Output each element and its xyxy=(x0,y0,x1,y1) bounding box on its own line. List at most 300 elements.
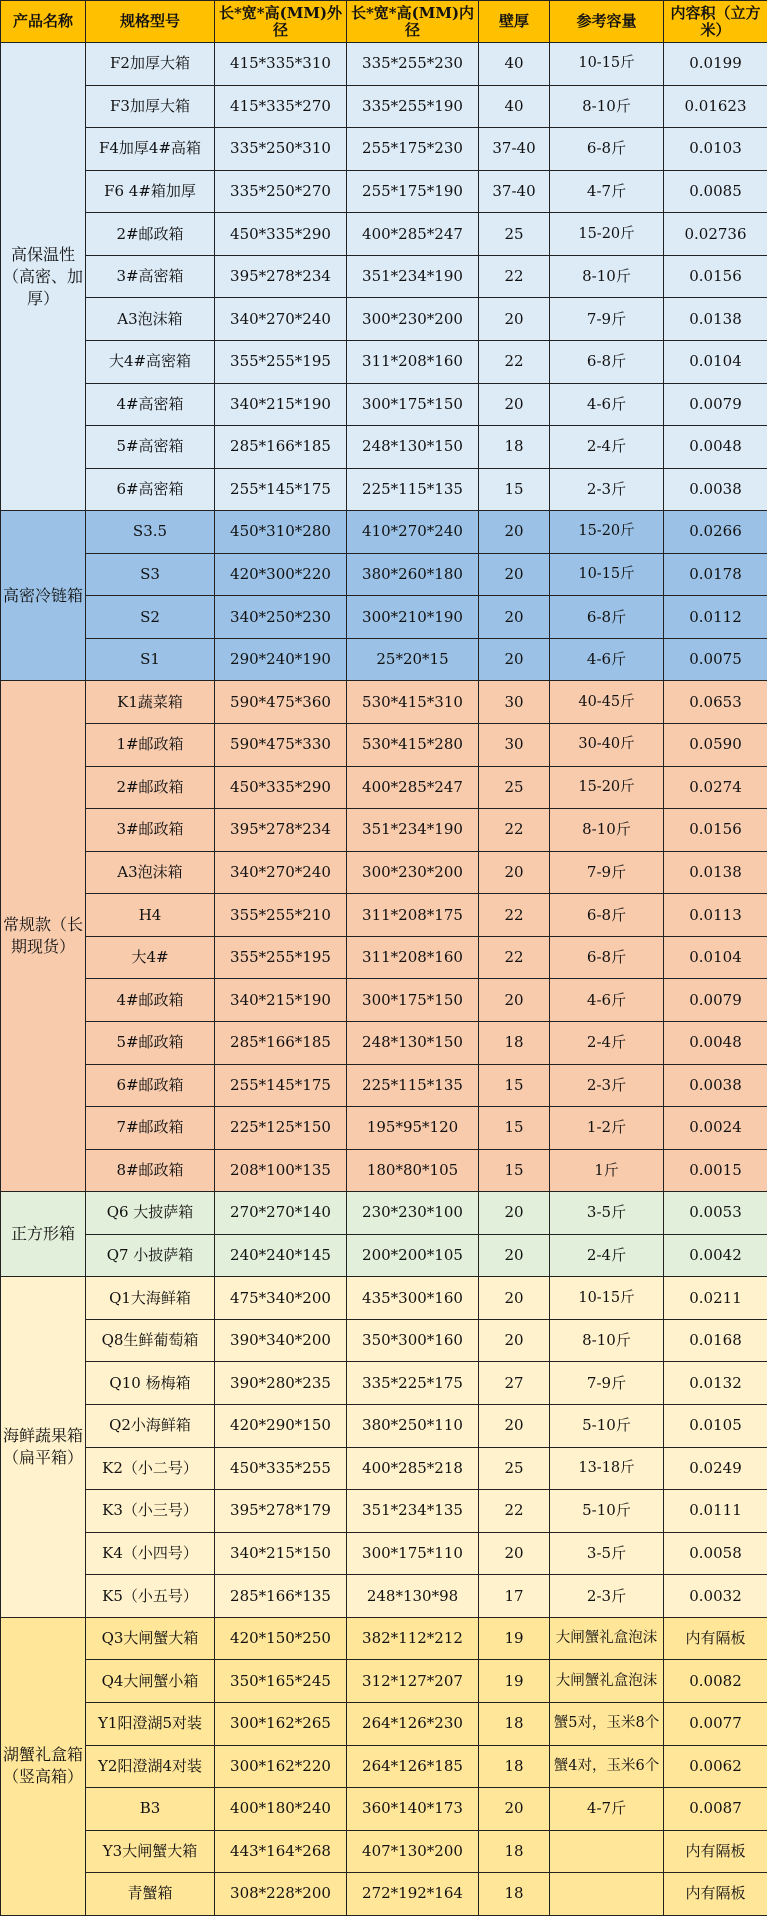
cell-inner-dimensions: 311*208*175 xyxy=(347,894,479,937)
cell-model: S3.5 xyxy=(86,511,215,554)
cell-inner-dimensions: 335*255*230 xyxy=(347,43,479,86)
cell-wall-thickness: 20 xyxy=(479,1405,550,1448)
cell-outer-dimensions: 335*250*310 xyxy=(215,128,347,171)
header-model: 规格型号 xyxy=(86,1,215,43)
cell-outer-dimensions: 450*310*280 xyxy=(215,511,347,554)
cell-wall-thickness: 15 xyxy=(479,468,550,511)
cell-model: K3（小三号） xyxy=(86,1490,215,1533)
cell-capacity xyxy=(550,1830,664,1873)
cell-outer-dimensions: 225*125*150 xyxy=(215,1107,347,1150)
cell-capacity: 大闸蟹礼盒泡沫 xyxy=(550,1617,664,1660)
cell-model: 1#邮政箱 xyxy=(86,724,215,767)
cell-model: K4（小四号） xyxy=(86,1532,215,1575)
table-row xyxy=(1,936,767,979)
cell-model: Q1大海鲜箱 xyxy=(86,1277,215,1320)
cell-inner-dimensions: 350*300*160 xyxy=(347,1319,479,1362)
cell-capacity: 1斤 xyxy=(550,1149,664,1192)
cell-inner-dimensions: 380*250*110 xyxy=(347,1405,479,1448)
cell-model: Y2阳澄湖4对装 xyxy=(86,1745,215,1788)
cell-capacity: 6-8斤 xyxy=(550,936,664,979)
cell-wall-thickness: 30 xyxy=(479,681,550,724)
cell-wall-thickness: 20 xyxy=(479,1277,550,1320)
cell-capacity: 13-18斤 xyxy=(550,1447,664,1490)
cell-model: Q10 杨梅箱 xyxy=(86,1362,215,1405)
cell-wall-thickness: 15 xyxy=(479,1149,550,1192)
cell-volume: 0.01623 xyxy=(664,85,767,128)
cell-outer-dimensions: 475*340*200 xyxy=(215,1277,347,1320)
table-row xyxy=(1,468,767,511)
cell-model: Q4大闸蟹小箱 xyxy=(86,1660,215,1703)
cell-model: 3#高密箱 xyxy=(86,255,215,298)
cell-wall-thickness: 27 xyxy=(479,1362,550,1405)
table-row xyxy=(1,511,767,554)
cell-outer-dimensions: 285*166*185 xyxy=(215,426,347,469)
table-row xyxy=(1,85,767,128)
cell-outer-dimensions: 300*162*265 xyxy=(215,1702,347,1745)
table-row xyxy=(1,1660,767,1703)
cell-volume: 0.0138 xyxy=(664,851,767,894)
cell-model: Q3大闸蟹大箱 xyxy=(86,1617,215,1660)
cell-inner-dimensions: 300*175*150 xyxy=(347,383,479,426)
cell-volume: 0.0105 xyxy=(664,1405,767,1448)
cell-outer-dimensions: 340*215*150 xyxy=(215,1532,347,1575)
cell-model: K2（小二号） xyxy=(86,1447,215,1490)
cell-volume: 0.0048 xyxy=(664,426,767,469)
category-seafood: 海鲜蔬果箱（扁平箱） xyxy=(1,1277,86,1618)
cell-model: Q2小海鲜箱 xyxy=(86,1405,215,1448)
cell-capacity: 6-8斤 xyxy=(550,340,664,383)
cell-inner-dimensions: 410*270*240 xyxy=(347,511,479,554)
table-row xyxy=(1,213,767,256)
cell-outer-dimensions: 395*278*234 xyxy=(215,809,347,852)
cell-volume: 0.0053 xyxy=(664,1192,767,1235)
cell-model: Y3大闸蟹大箱 xyxy=(86,1830,215,1873)
cell-capacity xyxy=(550,1873,664,1916)
cell-volume: 0.0042 xyxy=(664,1234,767,1277)
cell-capacity: 2-3斤 xyxy=(550,1064,664,1107)
cell-capacity: 4-7斤 xyxy=(550,170,664,213)
cell-volume: 0.0104 xyxy=(664,340,767,383)
table-row xyxy=(1,1021,767,1064)
cell-outer-dimensions: 450*335*255 xyxy=(215,1447,347,1490)
cell-inner-dimensions: 435*300*160 xyxy=(347,1277,479,1320)
cell-volume: 0.0156 xyxy=(664,255,767,298)
cell-volume: 0.0048 xyxy=(664,1021,767,1064)
cell-wall-thickness: 22 xyxy=(479,894,550,937)
cell-capacity: 2-4斤 xyxy=(550,1234,664,1277)
cell-volume: 0.0199 xyxy=(664,43,767,86)
cell-capacity: 40-45斤 xyxy=(550,681,664,724)
header-wall-thickness: 壁厚 xyxy=(479,1,550,43)
table-row xyxy=(1,1234,767,1277)
category-regular: 常规款（长期现货） xyxy=(1,681,86,1192)
table-row xyxy=(1,340,767,383)
cell-capacity: 蟹4对，玉米6个 xyxy=(550,1745,664,1788)
cell-inner-dimensions: 248*130*150 xyxy=(347,426,479,469)
cell-volume: 0.0077 xyxy=(664,1702,767,1745)
cell-capacity: 3-5斤 xyxy=(550,1192,664,1235)
cell-inner-dimensions: 382*112*212 xyxy=(347,1617,479,1660)
cell-outer-dimensions: 208*100*135 xyxy=(215,1149,347,1192)
cell-volume: 0.0058 xyxy=(664,1532,767,1575)
cell-capacity: 8-10斤 xyxy=(550,1319,664,1362)
table-row xyxy=(1,128,767,171)
cell-outer-dimensions: 590*475*330 xyxy=(215,724,347,767)
cell-inner-dimensions: 335*255*190 xyxy=(347,85,479,128)
cell-capacity: 5-10斤 xyxy=(550,1405,664,1448)
cell-inner-dimensions: 351*234*190 xyxy=(347,809,479,852)
table-row xyxy=(1,1873,767,1916)
cell-capacity: 3-5斤 xyxy=(550,1532,664,1575)
cell-wall-thickness: 20 xyxy=(479,1532,550,1575)
cell-model: Q8生鲜葡萄箱 xyxy=(86,1319,215,1362)
cell-wall-thickness: 20 xyxy=(479,1192,550,1235)
cell-inner-dimensions: 272*192*164 xyxy=(347,1873,479,1916)
table-row xyxy=(1,1617,767,1660)
cell-inner-dimensions: 300*210*190 xyxy=(347,596,479,639)
cell-model: Y1阳澄湖5对装 xyxy=(86,1702,215,1745)
cell-volume: 内有隔板 xyxy=(664,1617,767,1660)
cell-inner-dimensions: 351*234*190 xyxy=(347,255,479,298)
category-crab-gift: 湖蟹礼盒箱（竖高箱） xyxy=(1,1617,86,1915)
cell-volume: 0.0211 xyxy=(664,1277,767,1320)
cell-wall-thickness: 37-40 xyxy=(479,128,550,171)
table-row xyxy=(1,1532,767,1575)
cell-model: A3泡沫箱 xyxy=(86,851,215,894)
cell-outer-dimensions: 290*240*190 xyxy=(215,638,347,681)
cell-volume: 0.0138 xyxy=(664,298,767,341)
table-row xyxy=(1,170,767,213)
cell-inner-dimensions: 335*225*175 xyxy=(347,1362,479,1405)
cell-capacity: 8-10斤 xyxy=(550,85,664,128)
cell-outer-dimensions: 415*335*270 xyxy=(215,85,347,128)
header-outer-dimensions: 长*宽*高(MM)外径 xyxy=(215,1,347,43)
cell-outer-dimensions: 255*145*175 xyxy=(215,468,347,511)
cell-model: 8#邮政箱 xyxy=(86,1149,215,1192)
cell-capacity: 2-3斤 xyxy=(550,468,664,511)
cell-outer-dimensions: 340*215*190 xyxy=(215,979,347,1022)
cell-outer-dimensions: 395*278*234 xyxy=(215,255,347,298)
cell-inner-dimensions: 407*130*200 xyxy=(347,1830,479,1873)
cell-volume: 0.0075 xyxy=(664,638,767,681)
cell-capacity: 6-8斤 xyxy=(550,894,664,937)
cell-volume: 0.0178 xyxy=(664,553,767,596)
cell-inner-dimensions: 300*230*200 xyxy=(347,298,479,341)
table-row xyxy=(1,1702,767,1745)
cell-capacity: 8-10斤 xyxy=(550,809,664,852)
cell-inner-dimensions: 255*175*190 xyxy=(347,170,479,213)
cell-wall-thickness: 19 xyxy=(479,1617,550,1660)
cell-inner-dimensions: 248*130*98 xyxy=(347,1575,479,1618)
cell-inner-dimensions: 225*115*135 xyxy=(347,468,479,511)
table-row xyxy=(1,1745,767,1788)
cell-outer-dimensions: 285*166*185 xyxy=(215,1021,347,1064)
cell-outer-dimensions: 400*180*240 xyxy=(215,1788,347,1831)
header-inner-dimensions: 长*宽*高(MM)内径 xyxy=(347,1,479,43)
cell-capacity: 大闸蟹礼盒泡沫 xyxy=(550,1660,664,1703)
cell-model: 7#邮政箱 xyxy=(86,1107,215,1150)
cell-volume: 0.0168 xyxy=(664,1319,767,1362)
cell-outer-dimensions: 420*290*150 xyxy=(215,1405,347,1448)
cell-volume: 0.0015 xyxy=(664,1149,767,1192)
cell-inner-dimensions: 225*115*135 xyxy=(347,1064,479,1107)
cell-volume: 0.0113 xyxy=(664,894,767,937)
cell-model: S1 xyxy=(86,638,215,681)
header-row xyxy=(1,1,767,43)
cell-wall-thickness: 15 xyxy=(479,1064,550,1107)
table-row xyxy=(1,1490,767,1533)
cell-inner-dimensions: 380*260*180 xyxy=(347,553,479,596)
cell-volume: 0.0082 xyxy=(664,1660,767,1703)
table-row xyxy=(1,298,767,341)
cell-capacity: 15-20斤 xyxy=(550,511,664,554)
cell-inner-dimensions: 530*415*310 xyxy=(347,681,479,724)
cell-wall-thickness: 40 xyxy=(479,85,550,128)
cell-capacity: 7-9斤 xyxy=(550,851,664,894)
cell-wall-thickness: 18 xyxy=(479,1745,550,1788)
cell-wall-thickness: 20 xyxy=(479,1319,550,1362)
table-row xyxy=(1,724,767,767)
table-row xyxy=(1,255,767,298)
cell-wall-thickness: 25 xyxy=(479,213,550,256)
cell-volume: 0.0038 xyxy=(664,468,767,511)
cell-inner-dimensions: 300*175*110 xyxy=(347,1532,479,1575)
cell-inner-dimensions: 530*415*280 xyxy=(347,724,479,767)
cell-capacity: 1-2斤 xyxy=(550,1107,664,1150)
table-row xyxy=(1,553,767,596)
table-row xyxy=(1,596,767,639)
category-cold-chain: 高密冷链箱 xyxy=(1,511,86,681)
cell-outer-dimensions: 340*250*230 xyxy=(215,596,347,639)
cell-outer-dimensions: 350*165*245 xyxy=(215,1660,347,1703)
table-row xyxy=(1,426,767,469)
cell-capacity: 10-15斤 xyxy=(550,43,664,86)
cell-wall-thickness: 22 xyxy=(479,255,550,298)
cell-capacity: 蟹5对，玉米8个 xyxy=(550,1702,664,1745)
cell-volume: 0.0266 xyxy=(664,511,767,554)
cell-volume: 0.0079 xyxy=(664,383,767,426)
cell-model: 2#邮政箱 xyxy=(86,766,215,809)
cell-inner-dimensions: 195*95*120 xyxy=(347,1107,479,1150)
table-row xyxy=(1,681,767,724)
cell-model: 4#高密箱 xyxy=(86,383,215,426)
cell-wall-thickness: 15 xyxy=(479,1107,550,1150)
cell-wall-thickness: 20 xyxy=(479,638,550,681)
table-row xyxy=(1,894,767,937)
cell-model: 6#邮政箱 xyxy=(86,1064,215,1107)
cell-capacity: 4-6斤 xyxy=(550,979,664,1022)
table-row xyxy=(1,1064,767,1107)
cell-outer-dimensions: 308*228*200 xyxy=(215,1873,347,1916)
cell-outer-dimensions: 355*255*195 xyxy=(215,936,347,979)
cell-wall-thickness: 17 xyxy=(479,1575,550,1618)
cell-model: 4#邮政箱 xyxy=(86,979,215,1022)
table-row xyxy=(1,1362,767,1405)
cell-inner-dimensions: 200*200*105 xyxy=(347,1234,479,1277)
cell-wall-thickness: 40 xyxy=(479,43,550,86)
header-product-name: 产品名称 xyxy=(1,1,86,43)
cell-capacity: 6-8斤 xyxy=(550,128,664,171)
cell-capacity: 7-9斤 xyxy=(550,298,664,341)
cell-capacity: 2-4斤 xyxy=(550,1021,664,1064)
cell-volume: 内有隔板 xyxy=(664,1830,767,1873)
cell-outer-dimensions: 450*335*290 xyxy=(215,213,347,256)
cell-outer-dimensions: 340*270*240 xyxy=(215,851,347,894)
cell-volume: 0.0103 xyxy=(664,128,767,171)
cell-capacity: 8-10斤 xyxy=(550,255,664,298)
cell-volume: 0.0653 xyxy=(664,681,767,724)
cell-volume: 0.0062 xyxy=(664,1745,767,1788)
cell-inner-dimensions: 312*127*207 xyxy=(347,1660,479,1703)
cell-model: A3泡沫箱 xyxy=(86,298,215,341)
cell-outer-dimensions: 390*340*200 xyxy=(215,1319,347,1362)
table-row xyxy=(1,851,767,894)
cell-outer-dimensions: 355*255*210 xyxy=(215,894,347,937)
cell-volume: 0.0132 xyxy=(664,1362,767,1405)
cell-capacity: 10-15斤 xyxy=(550,553,664,596)
cell-model: 青蟹箱 xyxy=(86,1873,215,1916)
header-capacity: 参考容量 xyxy=(550,1,664,43)
cell-outer-dimensions: 420*150*250 xyxy=(215,1617,347,1660)
cell-volume: 0.0274 xyxy=(664,766,767,809)
cell-wall-thickness: 18 xyxy=(479,1830,550,1873)
cell-outer-dimensions: 340*270*240 xyxy=(215,298,347,341)
cell-outer-dimensions: 300*162*220 xyxy=(215,1745,347,1788)
cell-inner-dimensions: 255*175*230 xyxy=(347,128,479,171)
cell-inner-dimensions: 311*208*160 xyxy=(347,340,479,383)
cell-wall-thickness: 25 xyxy=(479,766,550,809)
table-row xyxy=(1,979,767,1022)
cell-capacity: 4-6斤 xyxy=(550,383,664,426)
cell-capacity: 4-7斤 xyxy=(550,1788,664,1831)
cell-outer-dimensions: 443*164*268 xyxy=(215,1830,347,1873)
cell-inner-dimensions: 230*230*100 xyxy=(347,1192,479,1235)
cell-volume: 0.0112 xyxy=(664,596,767,639)
cell-inner-dimensions: 400*285*247 xyxy=(347,213,479,256)
cell-wall-thickness: 20 xyxy=(479,511,550,554)
cell-model: 大4#高密箱 xyxy=(86,340,215,383)
table-row xyxy=(1,1405,767,1448)
cell-inner-dimensions: 400*285*218 xyxy=(347,1447,479,1490)
cell-outer-dimensions: 390*280*235 xyxy=(215,1362,347,1405)
cell-wall-thickness: 22 xyxy=(479,340,550,383)
cell-inner-dimensions: 300*230*200 xyxy=(347,851,479,894)
cell-wall-thickness: 20 xyxy=(479,1234,550,1277)
cell-volume: 0.0111 xyxy=(664,1490,767,1533)
cell-outer-dimensions: 335*250*270 xyxy=(215,170,347,213)
cell-wall-thickness: 22 xyxy=(479,936,550,979)
cell-outer-dimensions: 270*270*140 xyxy=(215,1192,347,1235)
cell-model: S3 xyxy=(86,553,215,596)
cell-wall-thickness: 18 xyxy=(479,1873,550,1916)
table-row xyxy=(1,1107,767,1150)
cell-volume: 0.0104 xyxy=(664,936,767,979)
cell-model: S2 xyxy=(86,596,215,639)
cell-model: F6 4#箱加厚 xyxy=(86,170,215,213)
cell-wall-thickness: 22 xyxy=(479,809,550,852)
cell-outer-dimensions: 285*166*135 xyxy=(215,1575,347,1618)
table-row xyxy=(1,1788,767,1831)
cell-model: Q6 大披萨箱 xyxy=(86,1192,215,1235)
cell-inner-dimensions: 311*208*160 xyxy=(347,936,479,979)
cell-volume: 内有隔板 xyxy=(664,1873,767,1916)
cell-capacity: 2-4斤 xyxy=(550,426,664,469)
cell-wall-thickness: 18 xyxy=(479,1021,550,1064)
cell-outer-dimensions: 340*215*190 xyxy=(215,383,347,426)
cell-inner-dimensions: 264*126*230 xyxy=(347,1702,479,1745)
cell-model: K1蔬菜箱 xyxy=(86,681,215,724)
cell-model: 6#高密箱 xyxy=(86,468,215,511)
cell-volume: 0.0156 xyxy=(664,809,767,852)
cell-inner-dimensions: 248*130*150 xyxy=(347,1021,479,1064)
cell-model: F4加厚4#高箱 xyxy=(86,128,215,171)
cell-wall-thickness: 18 xyxy=(479,1702,550,1745)
cell-wall-thickness: 20 xyxy=(479,851,550,894)
table-row xyxy=(1,1319,767,1362)
cell-capacity: 15-20斤 xyxy=(550,213,664,256)
cell-wall-thickness: 20 xyxy=(479,553,550,596)
cell-model: K5（小五号） xyxy=(86,1575,215,1618)
cell-inner-dimensions: 351*234*135 xyxy=(347,1490,479,1533)
cell-inner-dimensions: 264*126*185 xyxy=(347,1745,479,1788)
cell-volume: 0.0590 xyxy=(664,724,767,767)
table-row xyxy=(1,1149,767,1192)
cell-inner-dimensions: 300*175*150 xyxy=(347,979,479,1022)
cell-outer-dimensions: 255*145*175 xyxy=(215,1064,347,1107)
cell-outer-dimensions: 240*240*145 xyxy=(215,1234,347,1277)
table-row xyxy=(1,383,767,426)
cell-model: 5#邮政箱 xyxy=(86,1021,215,1064)
cell-model: F2加厚大箱 xyxy=(86,43,215,86)
category-high-insulation: 高保温性（高密、加厚） xyxy=(1,43,86,511)
cell-model: 3#邮政箱 xyxy=(86,809,215,852)
category-square: 正方形箱 xyxy=(1,1192,86,1277)
cell-model: 大4# xyxy=(86,936,215,979)
cell-model: Q7 小披萨箱 xyxy=(86,1234,215,1277)
cell-volume: 0.02736 xyxy=(664,213,767,256)
header-volume: 内容积（立方米） xyxy=(664,1,767,43)
cell-wall-thickness: 37-40 xyxy=(479,170,550,213)
cell-inner-dimensions: 360*140*173 xyxy=(347,1788,479,1831)
cell-capacity: 30-40斤 xyxy=(550,724,664,767)
table-row xyxy=(1,1830,767,1873)
cell-model: F3加厚大箱 xyxy=(86,85,215,128)
table-row xyxy=(1,638,767,681)
cell-outer-dimensions: 420*300*220 xyxy=(215,553,347,596)
cell-volume: 0.0038 xyxy=(664,1064,767,1107)
cell-capacity: 15-20斤 xyxy=(550,766,664,809)
table-row xyxy=(1,43,767,86)
cell-volume: 0.0032 xyxy=(664,1575,767,1618)
cell-capacity: 4-6斤 xyxy=(550,638,664,681)
cell-model: B3 xyxy=(86,1788,215,1831)
cell-wall-thickness: 20 xyxy=(479,383,550,426)
cell-outer-dimensions: 590*475*360 xyxy=(215,681,347,724)
cell-wall-thickness: 25 xyxy=(479,1447,550,1490)
cell-volume: 0.0085 xyxy=(664,170,767,213)
cell-wall-thickness: 20 xyxy=(479,1788,550,1831)
cell-inner-dimensions: 180*80*105 xyxy=(347,1149,479,1192)
table-row xyxy=(1,766,767,809)
table-row xyxy=(1,1192,767,1235)
cell-inner-dimensions: 25*20*15 xyxy=(347,638,479,681)
cell-wall-thickness: 20 xyxy=(479,596,550,639)
cell-model: H4 xyxy=(86,894,215,937)
cell-wall-thickness: 22 xyxy=(479,1490,550,1533)
cell-capacity: 5-10斤 xyxy=(550,1490,664,1533)
table-row xyxy=(1,1447,767,1490)
cell-outer-dimensions: 415*335*310 xyxy=(215,43,347,86)
